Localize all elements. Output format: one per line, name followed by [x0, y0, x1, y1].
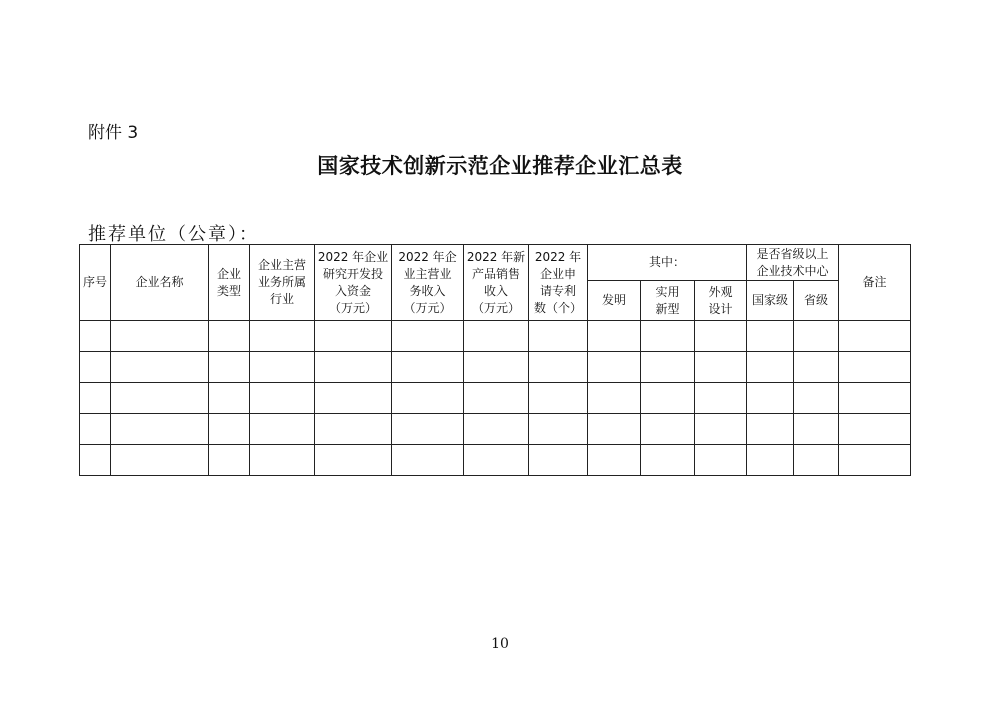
header-seq: 序号	[80, 245, 111, 321]
table-body	[80, 321, 911, 476]
header-main-revenue: 2022 年企 业主营业 务收入 （万元）	[392, 245, 464, 321]
header-company-name: 企业名称	[111, 245, 209, 321]
table-row	[80, 321, 911, 352]
table-row	[80, 445, 911, 476]
table-row	[80, 352, 911, 383]
header-rd-investment: 2022 年企业 研究开发投 入资金 （万元）	[315, 245, 392, 321]
header-company-type: 企业 类型	[209, 245, 250, 321]
header-provincial-level: 省级	[794, 281, 839, 321]
header-design: 外观 设计	[695, 281, 747, 321]
header-national-level: 国家级	[747, 281, 794, 321]
header-remarks: 备注	[839, 245, 911, 321]
recommending-unit-label: 推荐单位（公章）：	[88, 224, 259, 245]
header-invention: 发明	[588, 281, 641, 321]
summary-table	[79, 244, 911, 476]
header-utility-model: 实用 新型	[641, 281, 695, 321]
header-provincial-tech-center: 是否省级以上 企业技术中心	[747, 245, 839, 281]
table-row	[80, 414, 911, 445]
table-row	[80, 383, 911, 414]
header-of-which: 其中：	[588, 245, 747, 281]
attachment-label: 附件 3	[88, 123, 139, 143]
page-title: 国家技术创新示范企业推荐企业汇总表	[317, 154, 683, 178]
header-new-product-sales: 2022 年新 产品销售 收入 （万元）	[464, 245, 529, 321]
header-patent-count: 2022 年 企业申 请专利 数（个）	[529, 245, 588, 321]
header-industry: 企业主营 业务所属 行业	[250, 245, 315, 321]
page-number: 10	[491, 636, 509, 652]
